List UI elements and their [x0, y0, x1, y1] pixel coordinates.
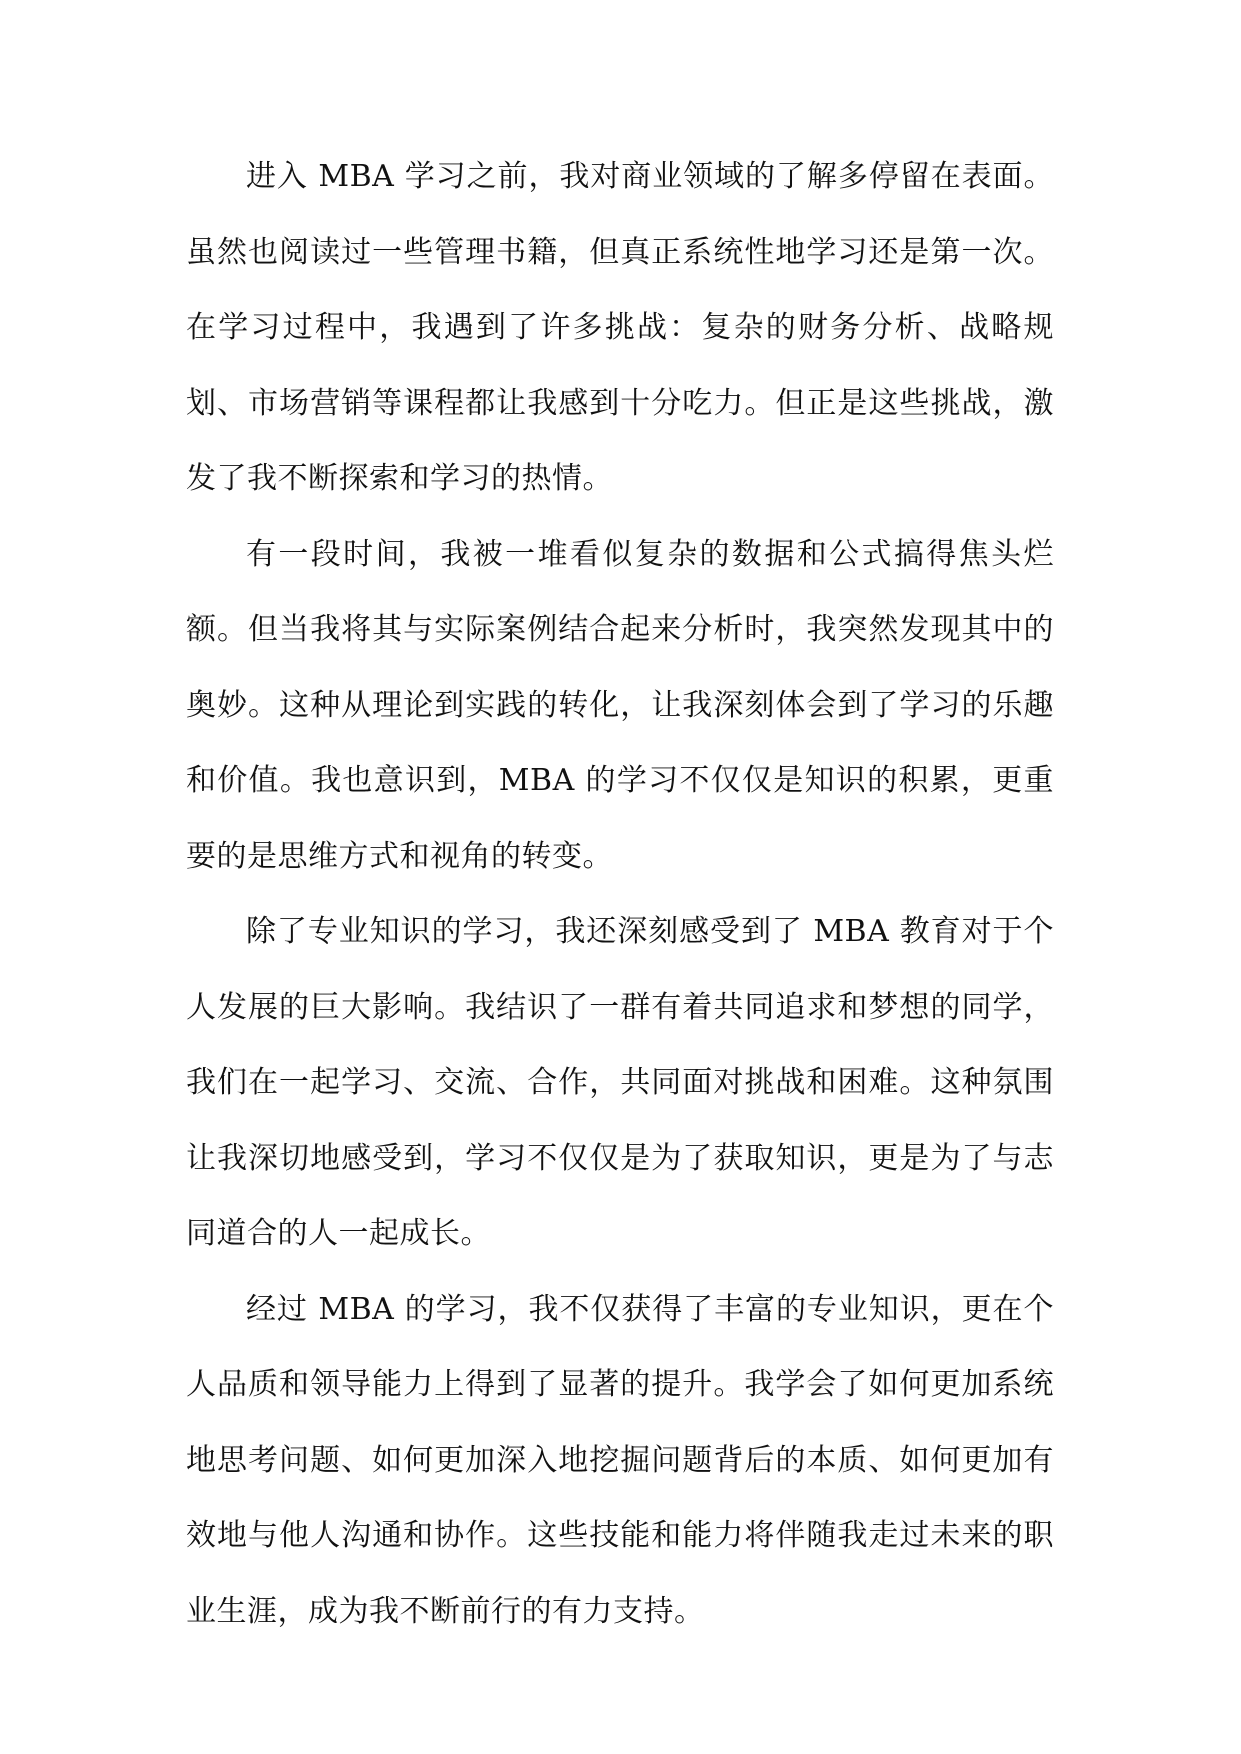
- paragraph-1: 进入 MBA 学习之前，我对商业领域的了解多停留在表面。虽然也阅读过一些管理书籍，但真正系统性地学习还是第一次。在学习过程中，我遇到了许多挑战：复杂的财务分析、战略规划、市场营销等课程都让我感到十分吃力。但正是这些挑战，激发了我不断探索和学习的热情。: [186, 159, 1054, 496]
- paragraph-4: 经过 MBA 的学习，我不仅获得了丰富的专业知识，更在个人品质和领导能力上得到了显著的提升。我学会了如何更加系统地思考问题、如何更加深入地挖掘问题背后的本质、如何更加有效地与他人沟通和协作。这些技能和能力将伴随我走过未来的职业生涯，成为我不断前行的有力支持。: [186, 1291, 1054, 1629]
- document-body: [186, 139, 1054, 1649]
- paragraph-3: 除了专业知识的学习，我还深刻感受到了 MBA 教育对于个人发展的巨大影响。我结识了一群有着共同追求和梦想的同学，我们在一起学习、交流、合作，共同面对挑战和困难。这种氛围让我深切地感受到，学习不仅仅是为了获取知识，更是为了与志同道合的人一起成长。: [186, 914, 1054, 1251]
- paragraph-2: 有一段时间，我被一堆看似复杂的数据和公式搞得焦头烂额。但当我将其与实际案例结合起来分析时，我突然发现其中的奥妙。这种从理论到实践的转化，让我深刻体会到了学习的乐趣和价值。我也意识到，MBA 的学习不仅仅是知识的积累，更重要的是思维方式和视角的转变。: [186, 536, 1054, 874]
